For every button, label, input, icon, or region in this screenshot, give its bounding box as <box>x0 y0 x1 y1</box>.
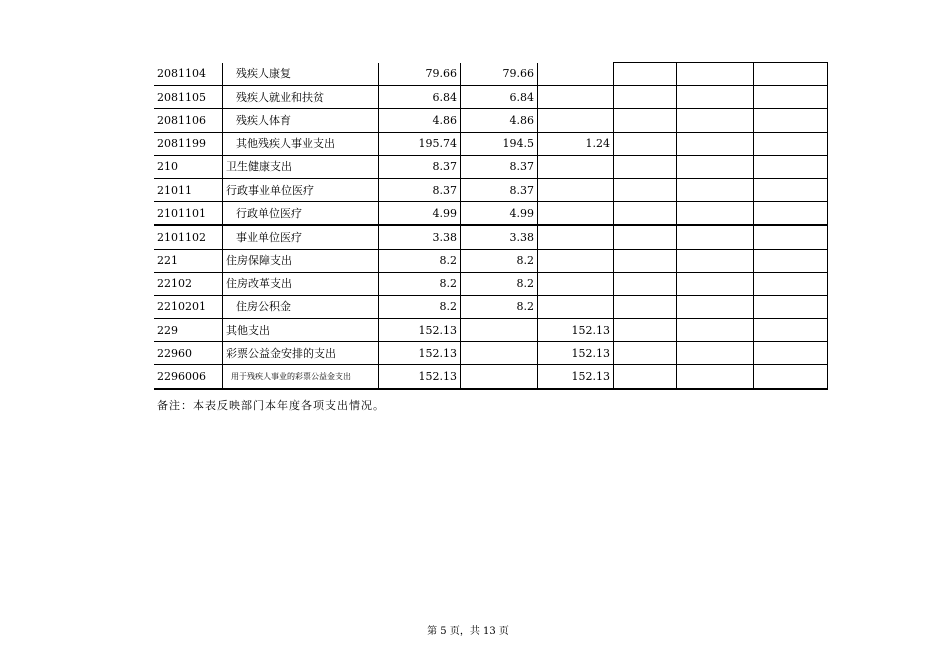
empty-cell <box>677 225 754 249</box>
subject-name-cell: 用于残疾人事业的彩票公益金支出 <box>223 365 379 389</box>
total-cell: 4.99 <box>379 202 461 226</box>
subject-code-cell: 210 <box>154 155 223 178</box>
empty-cell <box>614 365 677 389</box>
project-expenditure-cell <box>538 86 614 109</box>
table-note: 备注：本表反映部门本年度各项支出情况。 <box>157 399 385 412</box>
total-cell: 152.13 <box>379 319 461 342</box>
empty-cell <box>754 155 828 178</box>
subject-name-cell: 残疾人体育 <box>223 109 379 132</box>
empty-cell <box>677 202 754 226</box>
subject-code-cell: 2081104 <box>154 63 223 86</box>
subject-code-cell: 2101101 <box>154 202 223 226</box>
empty-cell <box>677 319 754 342</box>
table-row <box>154 225 828 249</box>
empty-cell <box>677 109 754 132</box>
empty-cell <box>754 319 828 342</box>
subject-name-cell: 残疾人康复 <box>223 63 379 86</box>
empty-cell <box>754 109 828 132</box>
subject-name-cell: 住房改革支出 <box>223 272 379 295</box>
basic-expenditure-cell <box>461 319 538 342</box>
subject-name-cell: 其他残疾人事业支出 <box>223 132 379 155</box>
basic-expenditure-cell <box>461 365 538 389</box>
table-row <box>154 342 828 365</box>
table-row <box>154 132 828 155</box>
basic-expenditure-cell: 8.37 <box>461 155 538 178</box>
empty-cell <box>754 63 828 86</box>
project-expenditure-cell <box>538 295 614 318</box>
subject-name-cell: 其他支出 <box>223 319 379 342</box>
basic-expenditure-cell: 194.5 <box>461 132 538 155</box>
total-cell: 3.38 <box>379 225 461 249</box>
basic-expenditure-cell: 4.86 <box>461 109 538 132</box>
empty-cell <box>754 178 828 201</box>
empty-cell <box>614 178 677 201</box>
empty-cell <box>754 225 828 249</box>
empty-cell <box>754 272 828 295</box>
basic-expenditure-cell: 6.84 <box>461 86 538 109</box>
project-expenditure-cell: 152.13 <box>538 342 614 365</box>
table-row <box>154 155 828 178</box>
empty-cell <box>677 86 754 109</box>
empty-cell <box>614 132 677 155</box>
table-row <box>154 178 828 201</box>
empty-cell <box>754 249 828 272</box>
table-row <box>154 202 828 226</box>
total-cell: 8.2 <box>379 249 461 272</box>
empty-cell <box>677 272 754 295</box>
empty-cell <box>677 63 754 86</box>
total-cell: 6.84 <box>379 86 461 109</box>
table-row <box>154 109 828 132</box>
subject-code-cell: 221 <box>154 249 223 272</box>
project-expenditure-cell <box>538 249 614 272</box>
empty-cell <box>614 155 677 178</box>
table-row <box>154 272 828 295</box>
table-row <box>154 86 828 109</box>
empty-cell <box>614 272 677 295</box>
total-cell: 195.74 <box>379 132 461 155</box>
expenditure-table <box>154 62 828 390</box>
table-row <box>154 365 828 389</box>
subject-name-cell: 住房保障支出 <box>223 249 379 272</box>
table-row <box>154 63 828 86</box>
subject-code-cell: 2081106 <box>154 109 223 132</box>
subject-name-cell: 卫生健康支出 <box>223 155 379 178</box>
basic-expenditure-cell: 8.2 <box>461 272 538 295</box>
project-expenditure-cell <box>538 272 614 295</box>
empty-cell <box>614 225 677 249</box>
table-body <box>154 63 828 389</box>
subject-code-cell: 2101102 <box>154 225 223 249</box>
empty-cell <box>614 249 677 272</box>
subject-name-cell: 残疾人就业和扶贫 <box>223 86 379 109</box>
project-expenditure-cell: 1.24 <box>538 132 614 155</box>
empty-cell <box>754 365 828 389</box>
basic-expenditure-cell: 8.2 <box>461 249 538 272</box>
page-footer: 第 5 页，共 13 页 <box>427 626 509 637</box>
total-cell: 152.13 <box>379 342 461 365</box>
basic-expenditure-cell: 8.37 <box>461 178 538 201</box>
empty-cell <box>754 295 828 318</box>
project-expenditure-cell <box>538 63 614 86</box>
empty-cell <box>614 109 677 132</box>
project-expenditure-cell: 152.13 <box>538 319 614 342</box>
total-cell: 8.37 <box>379 178 461 201</box>
subject-code-cell: 229 <box>154 319 223 342</box>
subject-code-cell: 22960 <box>154 342 223 365</box>
empty-cell <box>677 132 754 155</box>
subject-code-cell: 2081199 <box>154 132 223 155</box>
basic-expenditure-cell: 4.99 <box>461 202 538 226</box>
empty-cell <box>754 132 828 155</box>
project-expenditure-cell <box>538 109 614 132</box>
empty-cell <box>677 295 754 318</box>
subject-code-cell: 21011 <box>154 178 223 201</box>
project-expenditure-cell <box>538 155 614 178</box>
empty-cell <box>614 295 677 318</box>
project-expenditure-cell <box>538 202 614 226</box>
subject-code-cell: 2081105 <box>154 86 223 109</box>
subject-code-cell: 22102 <box>154 272 223 295</box>
project-expenditure-cell: 152.13 <box>538 365 614 389</box>
project-expenditure-cell <box>538 178 614 201</box>
table-row <box>154 295 828 318</box>
subject-name-cell: 彩票公益金安排的支出 <box>223 342 379 365</box>
empty-cell <box>677 155 754 178</box>
total-cell: 8.37 <box>379 155 461 178</box>
subject-code-cell: 2210201 <box>154 295 223 318</box>
empty-cell <box>614 202 677 226</box>
subject-name-cell: 事业单位医疗 <box>223 225 379 249</box>
subject-name-cell: 行政事业单位医疗 <box>223 178 379 201</box>
empty-cell <box>677 365 754 389</box>
subject-name-cell: 行政单位医疗 <box>223 202 379 226</box>
total-cell: 8.2 <box>379 295 461 318</box>
subject-code-cell: 2296006 <box>154 365 223 389</box>
empty-cell <box>677 178 754 201</box>
basic-expenditure-cell: 79.66 <box>461 63 538 86</box>
basic-expenditure-cell: 3.38 <box>461 225 538 249</box>
empty-cell <box>614 342 677 365</box>
empty-cell <box>614 63 677 86</box>
total-cell: 152.13 <box>379 365 461 389</box>
table-row <box>154 319 828 342</box>
subject-name-cell: 住房公积金 <box>223 295 379 318</box>
empty-cell <box>754 86 828 109</box>
basic-expenditure-cell <box>461 342 538 365</box>
empty-cell <box>677 249 754 272</box>
total-cell: 4.86 <box>379 109 461 132</box>
project-expenditure-cell <box>538 225 614 249</box>
empty-cell <box>677 342 754 365</box>
empty-cell <box>614 319 677 342</box>
empty-cell <box>754 342 828 365</box>
total-cell: 79.66 <box>379 63 461 86</box>
total-cell: 8.2 <box>379 272 461 295</box>
basic-expenditure-cell: 8.2 <box>461 295 538 318</box>
empty-cell <box>614 86 677 109</box>
empty-cell <box>754 202 828 226</box>
table-row <box>154 249 828 272</box>
